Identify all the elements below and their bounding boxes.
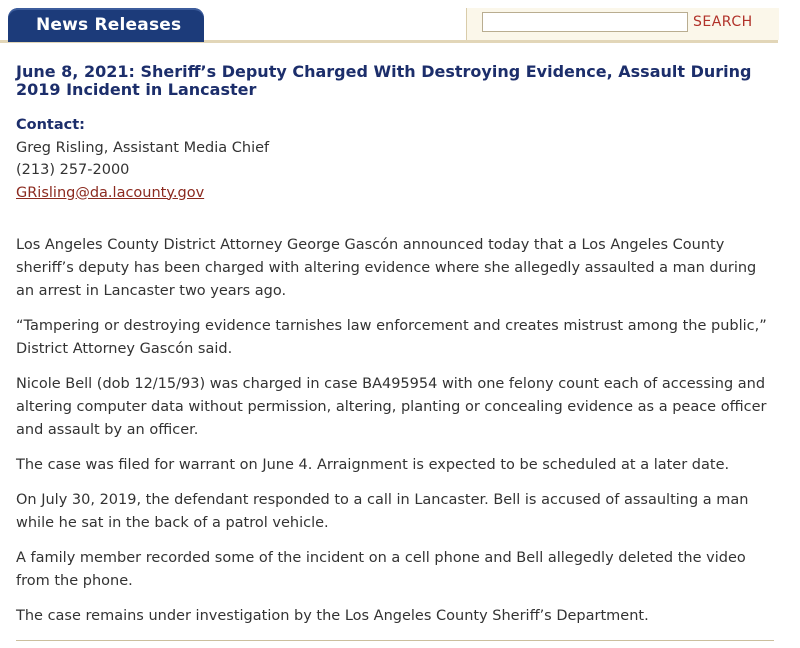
news-releases-tab[interactable] <box>8 8 204 42</box>
contact-phone: (213) 257-2000 <box>16 162 130 178</box>
contact-name: Greg Risling, Assistant Media Chief <box>16 139 270 156</box>
footer-divider <box>16 640 774 641</box>
header-bar <box>0 0 800 44</box>
article-headline: June 8, 2021: Sheriff’s Deputy Charged With Destroying Evidence, Assault During 2019 Incident in Lancaster <box>16 62 752 99</box>
article-paragraph: On July 30, 2019, the defendant responded to a call in Lancaster. Bell is accused of assaulting a man while he sat in the back of a patrol vehicle. <box>16 492 749 531</box>
article-paragraph: The case was filed for warrant on June 4. Arraignment is expected to be scheduled at a later date. <box>16 457 730 473</box>
article-paragraph: The case remains under investigation by the Los Angeles County Sheriff’s Department. <box>16 608 649 624</box>
article-paragraph: A family member recorded some of the incident on a cell phone and Bell allegedly deleted the video from the phone. <box>16 550 746 589</box>
article-paragraph: Los Angeles County District Attorney George Gascón announced today that a Los Angeles County sheriff’s deputy has been charged with altering evidence where she allegedly assaulted a man during an arrest in Lancaster two years ago. <box>16 237 757 299</box>
news-releases-tab-label: News Releases <box>36 15 182 35</box>
article-body <box>16 234 776 640</box>
search-input[interactable] <box>482 12 688 32</box>
contact-block <box>16 114 416 204</box>
search-button[interactable]: SEARCH <box>693 12 759 32</box>
article-paragraph: Nicole Bell (dob 12/15/93) was charged in case BA495954 with one felony count each of accessing and altering computer data without permission, altering, planting or concealing evidence as a peace officer and assault by an officer. <box>16 376 767 438</box>
contact-email-link[interactable]: GRisling@da.lacounty.gov <box>16 184 205 201</box>
article-paragraph: “Tampering or destroying evidence tarnishes law enforcement and creates mistrust among the public,” District Attorney Gascón said. <box>16 318 767 357</box>
contact-heading: Contact: <box>16 117 85 133</box>
search-panel <box>466 8 779 40</box>
